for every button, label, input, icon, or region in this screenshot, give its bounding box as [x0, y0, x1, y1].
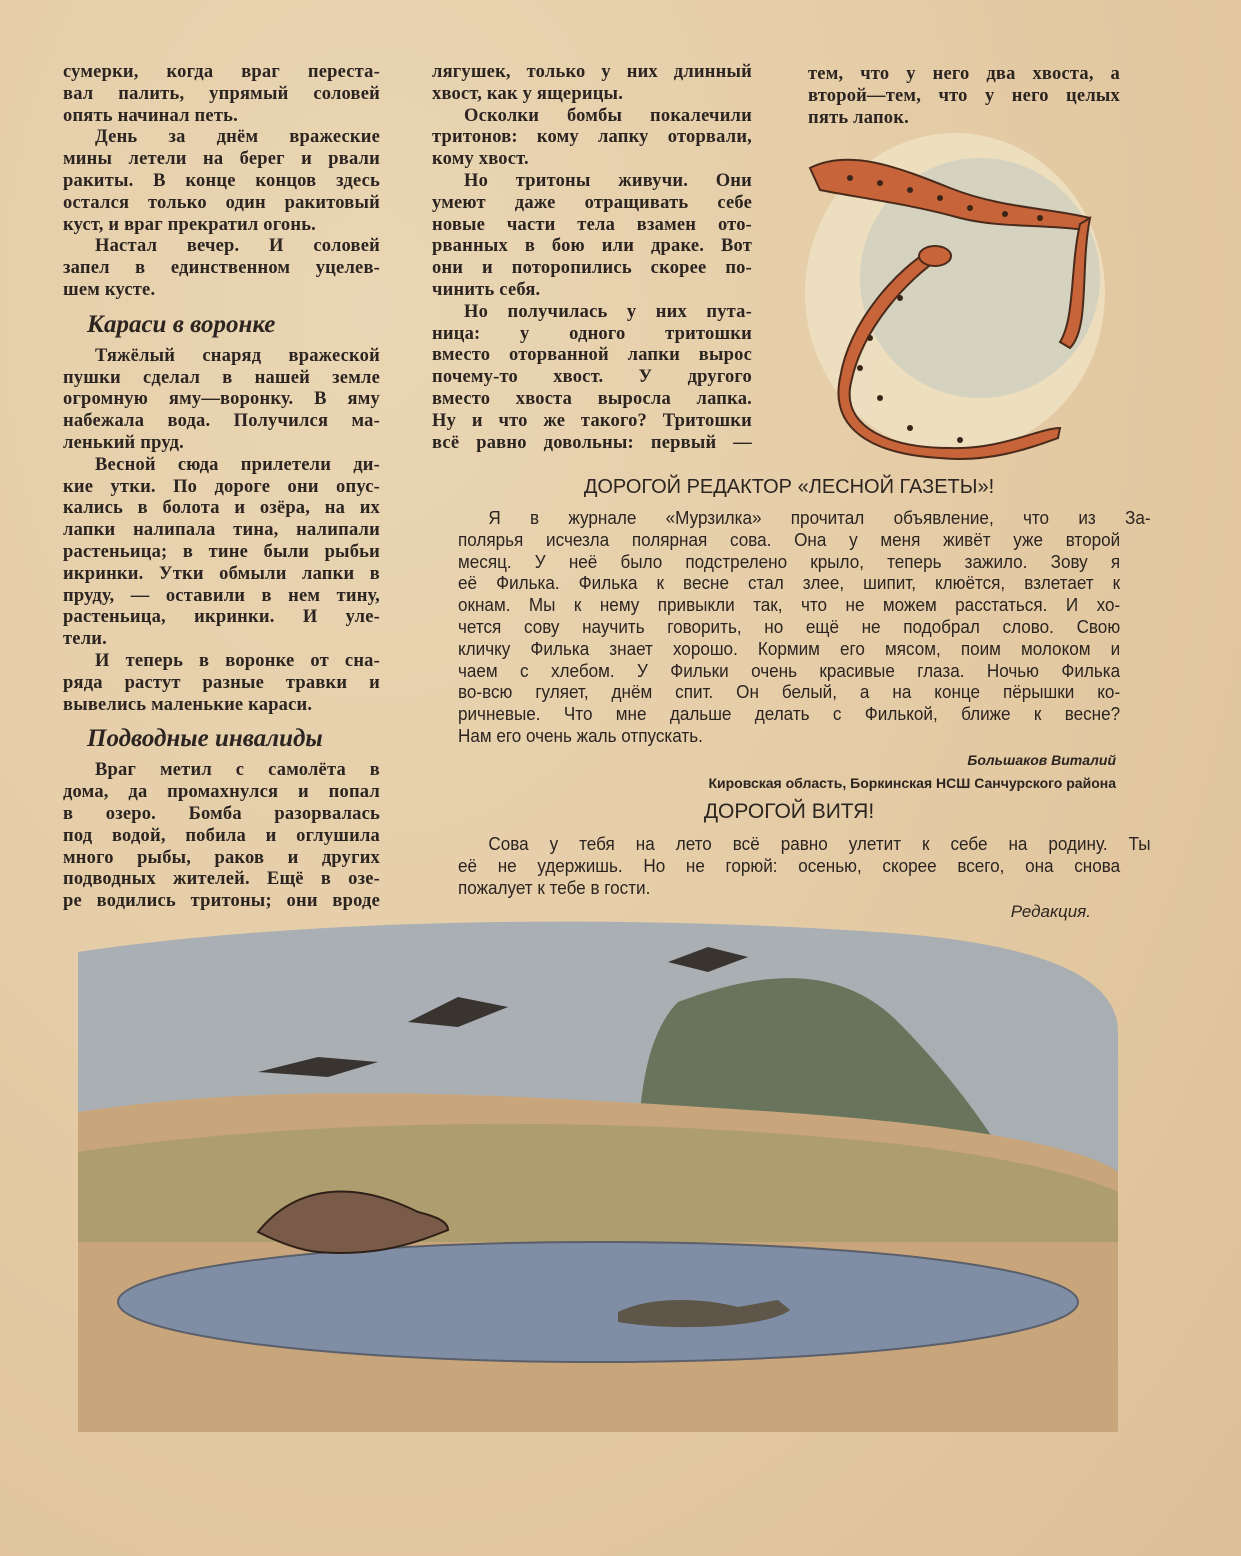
text-line: кличку Филька знает хорошо. Кормим его мясом, поим молоком и — [458, 638, 1121, 659]
text-line: ленький пруд. — [63, 432, 185, 453]
text-line: растеньица; в тине были рыбьи — [63, 541, 380, 562]
text-line: пруду, — оставили в нем тину, — [63, 585, 380, 606]
text-line: пушки сделал в нашей земле — [63, 367, 380, 388]
newts-illustration — [790, 128, 1120, 463]
text-line: Весной сюда прилетели ди- — [95, 454, 380, 475]
text-line: ракиты. В конце концов здесь — [63, 170, 380, 191]
text-line: лягушек, только у них длинный — [432, 62, 752, 82]
text-line: тритонов: кому лапку оторвали, — [432, 127, 752, 148]
article-column-2 — [432, 62, 752, 454]
text-line: И теперь в воронке от сна- — [95, 650, 380, 671]
text-line: Ну и что же такого? Тритошки — [432, 410, 752, 431]
text-line: ряда растут разные травки и — [63, 672, 380, 693]
text-line: подводных жителей. Ещё в озе- — [63, 869, 380, 890]
text-line: месяц. У неё было подстрелено крыло, теперь зажило. Зову я — [458, 551, 1121, 572]
text-line: остался только один ракитовый — [63, 192, 380, 213]
text-line: они и поторопились скорее по- — [432, 258, 752, 279]
text-line: набежала вода. Получился ма- — [63, 411, 380, 432]
text-line: Я в журнале «Мурзилка» прочитал объявление, что из За- — [488, 508, 1151, 528]
letter-signature: Большаков Виталий — [967, 752, 1116, 768]
text-line: кие утки. По дороге они опус- — [63, 476, 380, 497]
text-line: новые части тела взамен ото- — [432, 214, 752, 235]
text-line: под водой, побила и оглушила — [63, 825, 380, 846]
text-line: во-всю гуляет, днём спит. Он белый, а на конце пёрышки ко- — [458, 682, 1121, 703]
text-line: её не удержишь. Но не горюй: осенью, скорее всего, она снова — [458, 855, 1121, 876]
text-line: Враг метил с самолёта в — [95, 760, 380, 781]
reply-heading: ДОРОГОЙ ВИТЯ! — [703, 800, 875, 823]
text-line: рванных в бою или драке. Вот — [432, 236, 752, 257]
reply-body — [458, 834, 1151, 899]
text-line: пожалует к тебе в гости. — [458, 877, 651, 898]
text-line: мины летели на берег и рвали — [63, 149, 380, 170]
text-line: кому хвост. — [432, 149, 529, 170]
section-heading: Подводные инвалиды — [87, 725, 323, 753]
text-line: в озеро. Бомба разорвалась — [63, 803, 380, 824]
pond-ducks-illustration — [78, 912, 1128, 1432]
text-line: вал палить, упрямый соловей — [63, 83, 380, 104]
text-line: Настал вечер. И соловей — [95, 236, 380, 257]
text-line: лапки налипала тина, налипали — [63, 520, 380, 541]
text-line: тем, что у него два хвоста, а — [808, 64, 1120, 84]
text-line: ре водились тритоны; они вроде — [63, 891, 380, 912]
text-line: хвост, как у ящерицы. — [432, 83, 624, 104]
text-line: Сова у тебя на лето всё равно улетит к себе на родину. Ты — [488, 834, 1151, 854]
text-line: шем кусте. — [63, 279, 156, 300]
text-line: много рыбы, раков и других — [63, 847, 380, 868]
text-line: чаем с хлебом. У Фильки очень красивые глаза. Ночью Филька — [458, 660, 1121, 681]
reply-signature: Редакция. — [1010, 902, 1091, 921]
text-line: чинить себя. — [432, 279, 541, 300]
text-line: умеют даже отращивать себе — [432, 192, 752, 213]
text-line: чется сову научить говорить, но ещё не подобрал слово. Свою — [458, 616, 1121, 637]
text-line: ричневые. Что мне дальше делать с Филькой, ближе к весне? — [458, 704, 1121, 725]
text-line: Нам его очень жаль отпускать. — [458, 725, 703, 746]
text-line: её Филька. Филька к весне стал злее, шипит, клюётся, взлетает к — [458, 573, 1121, 594]
text-line: второй—тем, что у него целых — [808, 85, 1120, 106]
text-line: запел в единственном уцелев- — [63, 258, 380, 279]
text-line: огромную яму—воронку. В яму — [63, 389, 380, 410]
section-heading: Караси в воронке — [87, 310, 276, 338]
text-line: пять лапок. — [808, 107, 909, 128]
letter-address: Кировская область, Боркинская НСШ Санчурского района — [708, 775, 1116, 791]
text-line: Но получилась у них пута- — [464, 301, 752, 322]
text-line: дома, да промахнулся и попал — [63, 782, 380, 803]
text-line: икринки. Утки обмыли лапки в — [63, 563, 380, 584]
text-line: тели. — [63, 629, 107, 650]
text-line: куст, и враг прекратил огонь. — [63, 214, 317, 235]
text-line: Тяжёлый снаряд вражеской — [95, 345, 380, 366]
text-line: почему-то хвост. У другого — [432, 367, 752, 388]
text-line: растеньица, икринки. И уле- — [63, 607, 380, 628]
text-line: всё равно довольны: первый — — [432, 432, 752, 453]
text-line: вывелись маленькие караси. — [63, 694, 313, 715]
letter-body — [458, 508, 1151, 748]
text-line: вместо хвоста выросла лапка. — [432, 388, 752, 409]
text-line: День за днём вражеские — [95, 127, 380, 148]
letter-heading: ДОРОГОЙ РЕДАКТОР «ЛЕСНОЙ ГАЗЕТЫ»! — [583, 476, 995, 498]
text-line: сумерки, когда враг переста- — [63, 62, 380, 82]
text-line: опять начинал петь. — [63, 105, 238, 126]
text-line: Но тритоны живучи. Они — [464, 170, 752, 191]
text-line: полярья исчезла полярная сова. Она у меня живёт уже второй — [458, 529, 1121, 550]
article-column-3 — [808, 64, 1120, 129]
article-column-1 — [63, 62, 380, 913]
text-line: Осколки бомбы покалечили — [464, 105, 752, 126]
text-line: кались в болота и озёра, на их — [63, 498, 380, 519]
text-line: ница: у одного тритошки — [432, 323, 752, 344]
text-line: окнам. Мы к нему привыкли так, что не можем расстаться. И хо- — [458, 595, 1121, 616]
text-line: вместо оторванной лапки вырос — [432, 345, 752, 366]
